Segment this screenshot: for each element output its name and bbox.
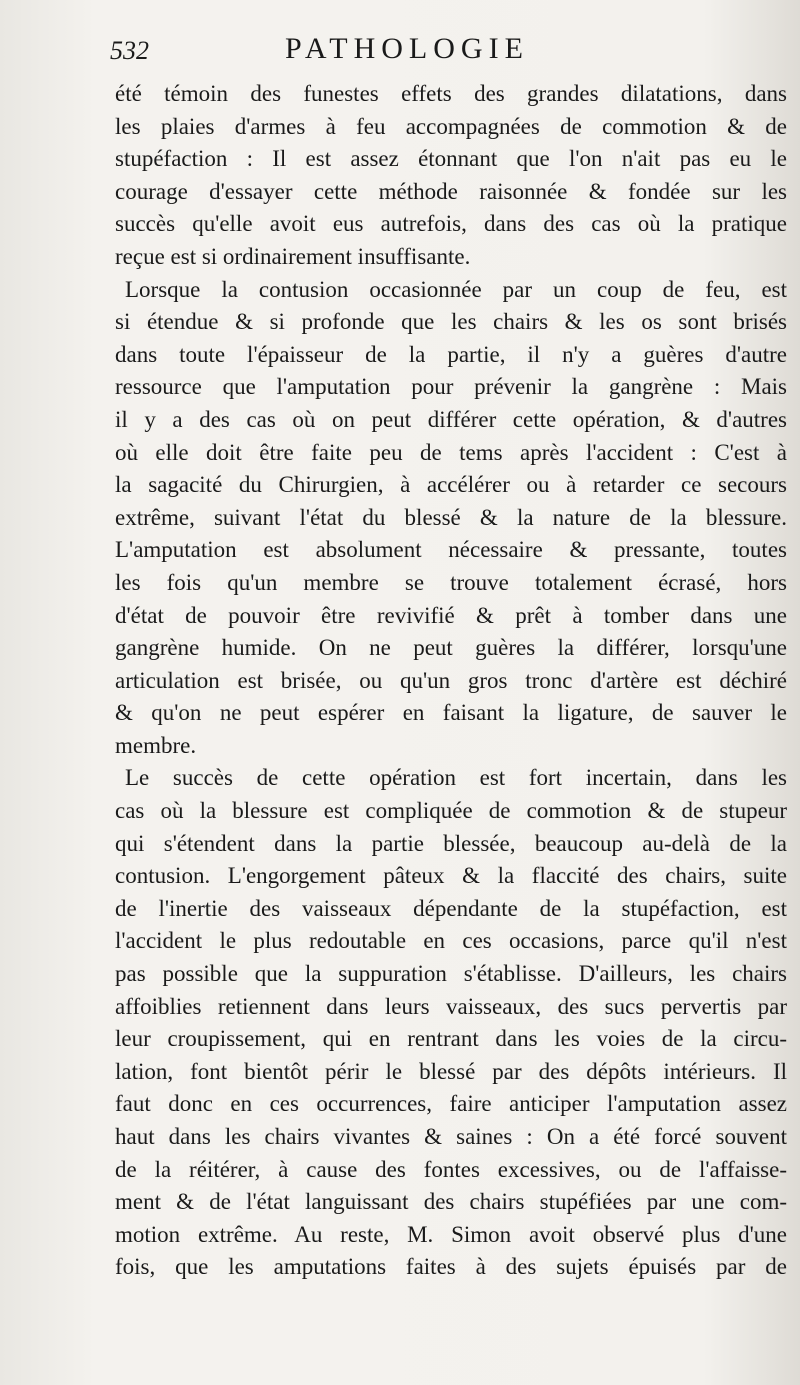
page-header (110, 30, 780, 70)
text-line: fois, que les amputations faites à des sujets épuisés par de (115, 1254, 787, 1280)
text-line: la sagacité du Chirurgien, à accélérer ou à retarder ce secours (115, 472, 787, 498)
text-line: si étendue & si profonde que les chairs & les os sont brisés (115, 309, 787, 335)
text-line: faut donc en ces occurrences, faire anticiper l'amputation assez (115, 1091, 787, 1117)
text-line: leur croupissement, qui en rentrant dans les voies de la circu- (115, 1026, 787, 1052)
text-line: haut dans les chairs vivantes & saines : On a été forcé souvent (115, 1124, 787, 1149)
text-line: membre. (115, 732, 197, 758)
text-line: de l'inertie des vaisseaux dépendante de la stupéfaction, est (115, 895, 787, 921)
page-number: 532 (110, 36, 149, 65)
text-line: de la réitérer, à cause des fontes excessives, ou de l'affaisse- (115, 1156, 787, 1182)
text-line: motion extrême. Au reste, M. Simon avoit observé plus d'une (115, 1221, 787, 1247)
text-line: dans toute l'épaisseur de la partie, il n'y a guères d'autre (115, 341, 787, 367)
text-line: les fois qu'un membre se trouve totalement écrasé, hors (115, 569, 787, 595)
text-line: qui s'étendent dans la partie blessée, beaucoup au-delà de la (115, 830, 787, 856)
text-line: succès qu'elle avoit eus autrefois, dans des cas où la pratique (115, 211, 787, 237)
text-line: & qu'on ne peut espérer en faisant la ligature, de sauver le (115, 700, 787, 726)
text-line: stupéfaction : Il est assez étonnant que l'on n'ait pas eu le (115, 146, 787, 172)
text-line: cas où la blessure est compliquée de commotion & de stupeur (115, 798, 787, 824)
text-line: les plaies d'armes à feu accompagnées de commotion & de (115, 113, 787, 139)
text-line: reçue est si ordinairement insuffisante. (115, 243, 471, 269)
text-line: contusion. L'engorgement pâteux & la flaccité des chairs, suite (115, 863, 787, 889)
text-line: il y a des cas où on peut différer cette opération, & d'autres (115, 406, 787, 432)
text-line: lation, font bientôt périr le blessé par des dépôts intérieurs. Il (115, 1058, 787, 1084)
text-line: ressource que l'amputation pour prévenir la gangrène : Mais (115, 374, 787, 400)
text-line: articulation est brisée, ou qu'un gros tronc d'artère est déchiré (115, 667, 787, 693)
text-line: affoiblies retiennent dans leurs vaisseaux, des sucs pervertis par (115, 993, 787, 1019)
text-line: où elle doit être faite peu de tems après l'accident : C'est à (115, 439, 787, 465)
text-line: extrême, suivant l'état du blessé & la nature de la blessure. (115, 504, 787, 530)
text-line: pas possible que la suppuration s'établisse. D'ailleurs, les chairs (115, 961, 787, 987)
text-line: ment & de l'état languissant des chairs stupéfiées par une com- (115, 1189, 787, 1215)
text-line: Le succès de cette opération est fort incertain, dans les (125, 765, 787, 791)
text-line: gangrène humide. On ne peut guères la différer, lorsqu'une (115, 635, 787, 661)
text-line: courage d'essayer cette méthode raisonnée & fondée sur les (115, 178, 787, 204)
text-line: d'état de pouvoir être revivifié & prêt à tomber dans une (115, 602, 787, 628)
body-text (115, 78, 787, 1284)
running-head: PATHOLOGIE (285, 32, 529, 65)
text-line: été témoin des funestes effets des grandes dilatations, dans (115, 81, 787, 106)
text-line: Lorsque la contusion occasionnée par un coup de feu, est (125, 276, 787, 302)
text-line: l'accident le plus redoutable en ces occasions, parce qu'il n'est (115, 928, 787, 954)
text-line: L'amputation est absolument nécessaire & pressante, toutes (115, 537, 787, 563)
